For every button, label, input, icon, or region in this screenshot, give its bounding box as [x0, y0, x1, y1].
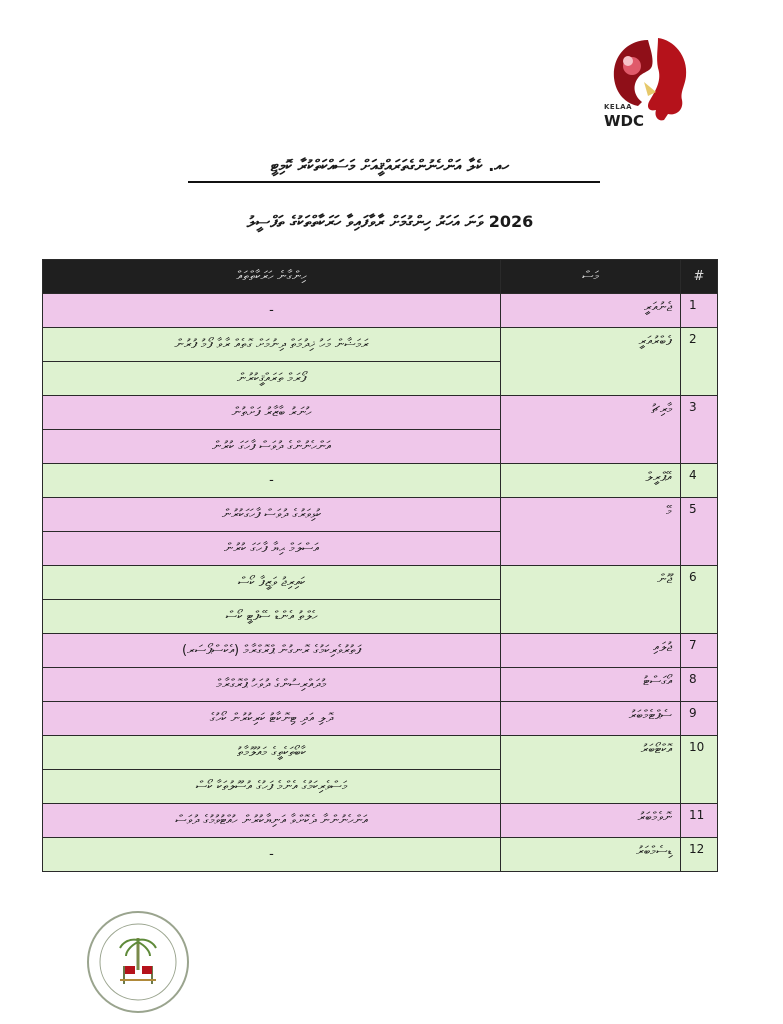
month-cell: ޖެނުއަރީ: [501, 294, 681, 328]
month-cell: ސެޕްޓެމްބަރު: [501, 702, 681, 736]
table-row: [43, 838, 718, 872]
logo-text-kelaa: KELAA: [604, 103, 633, 111]
activity-cell: ކާބޯތަކެތީގެ މައުލޫމާތު: [43, 736, 501, 770]
activity-cell: މުދައްރިސުންގެ ދުވަހު ޕްރޮގްރާމް: [43, 668, 501, 702]
activity-cell: ހެލްތު އެންޑް ސޭފްޓީ ކޯސް: [43, 600, 501, 634]
row-number-cell: 7: [681, 634, 718, 668]
table-row: [43, 498, 718, 532]
activity-cell: ދޮލި އަދި ޓިނޮކާޓު ކަރިކުރުން ކޯހުގެ: [43, 702, 501, 736]
month-cell: ޖުލައި: [501, 634, 681, 668]
table-row: [43, 328, 718, 362]
activity-cell: ކުޅިވަރުގެ ދުވަސް ފާހަގަކުރުން: [43, 498, 501, 532]
row-number-cell: 10: [681, 736, 718, 804]
library-seal: [84, 908, 192, 1016]
activity-cell: އަންހެނުންނާ ދެކޮށްވާ އަނިޔާކުރުން ހުއްޓުވުމުގެ ދުވަސް: [43, 804, 501, 838]
month-cell: އޮކްޓޯބަރު: [501, 736, 681, 804]
activity-cell: -: [43, 838, 501, 872]
month-cell: އޯގަސްޓު: [501, 668, 681, 702]
header-month: މަސް: [501, 260, 681, 294]
row-number-cell: 9: [681, 702, 718, 736]
activity-cell: ހުނަރު ބާޒާރު ފަށްތުން: [43, 396, 501, 430]
month-cell: ފެބްރުއަރީ: [501, 328, 681, 396]
row-number-cell: 8: [681, 668, 718, 702]
table-header-row: [43, 260, 718, 294]
row-number-cell: 6: [681, 566, 718, 634]
activity-cell: ފޯރަމް ތަރައްޤީކުރުން: [43, 362, 501, 396]
table-row: [43, 702, 718, 736]
table-row: [43, 804, 718, 838]
row-number-cell: 12: [681, 838, 718, 872]
table-row: [43, 634, 718, 668]
logo-text-wdc: WDC: [604, 112, 645, 130]
table-row: [43, 736, 718, 770]
row-number-cell: 11: [681, 804, 718, 838]
month-cell: މާރިޗު: [501, 396, 681, 464]
document-title: ހއ. ކެލާ އަންހެނުންގެތަރައްޤީއަށް މަސައްކަތްކުރާ ކޮމިޓީ: [270, 156, 510, 175]
month-cell: ނޮވެމްބަރު: [501, 804, 681, 838]
month-cell: މޭ: [501, 498, 681, 566]
row-number-cell: 4: [681, 464, 718, 498]
row-number-cell: 5: [681, 498, 718, 566]
activity-cell: -: [43, 464, 501, 498]
table-row: [43, 464, 718, 498]
header-activity: ހިންގާނެ ހަރަކާތްތައް: [43, 260, 501, 294]
title-underline: [188, 181, 600, 183]
month-cell: ޑިސެމްބަރު: [501, 838, 681, 872]
row-number-cell: 1: [681, 294, 718, 328]
activity-cell: މަސްވެރިކަމުގެ އެންމެ ފަހުގެ އުސޫލުތަކާ ކޯސް: [43, 770, 501, 804]
activity-cell: އަސްލަމް ޙިޔާ ފާހަގަ ކުރުން: [43, 532, 501, 566]
row-number-cell: 3: [681, 396, 718, 464]
row-number-cell: 2: [681, 328, 718, 396]
activity-cell: -: [43, 294, 501, 328]
header-number: #: [681, 260, 718, 294]
month-cell: ޖޫން: [501, 566, 681, 634]
table-row: [43, 668, 718, 702]
activity-cell: އަންހެނުންގެ ދުވަސް ފާހަގަ ކުރުން: [43, 430, 501, 464]
activity-cell: ފަތުރުވެރިކަމުގެ ރޮނގުން ޕްރޮގްރާމް (އެކްސްޕޯސަރ): [43, 634, 501, 668]
table-row: [43, 566, 718, 600]
activities-table: [42, 259, 718, 872]
document-subtitle: 2026 ވަނަ އަހަރު ހިންގުމަށް ރާވާފައިވާ ހަރަކާތްތަކުގެ ތަފްސީލު: [246, 212, 534, 231]
activity-cell: ކައިރިޖު ވަޒީފާ ކޯސް: [43, 566, 501, 600]
table-row: [43, 396, 718, 430]
month-cell: އޭޕްރީލް: [501, 464, 681, 498]
table-row: [43, 294, 718, 328]
activity-cell: ރަމަޟާން މަހު ޚިދުމަތް ދިނުމަށް ގޮތެއް ރާވާ ފޯމު ފުރުން: [43, 328, 501, 362]
